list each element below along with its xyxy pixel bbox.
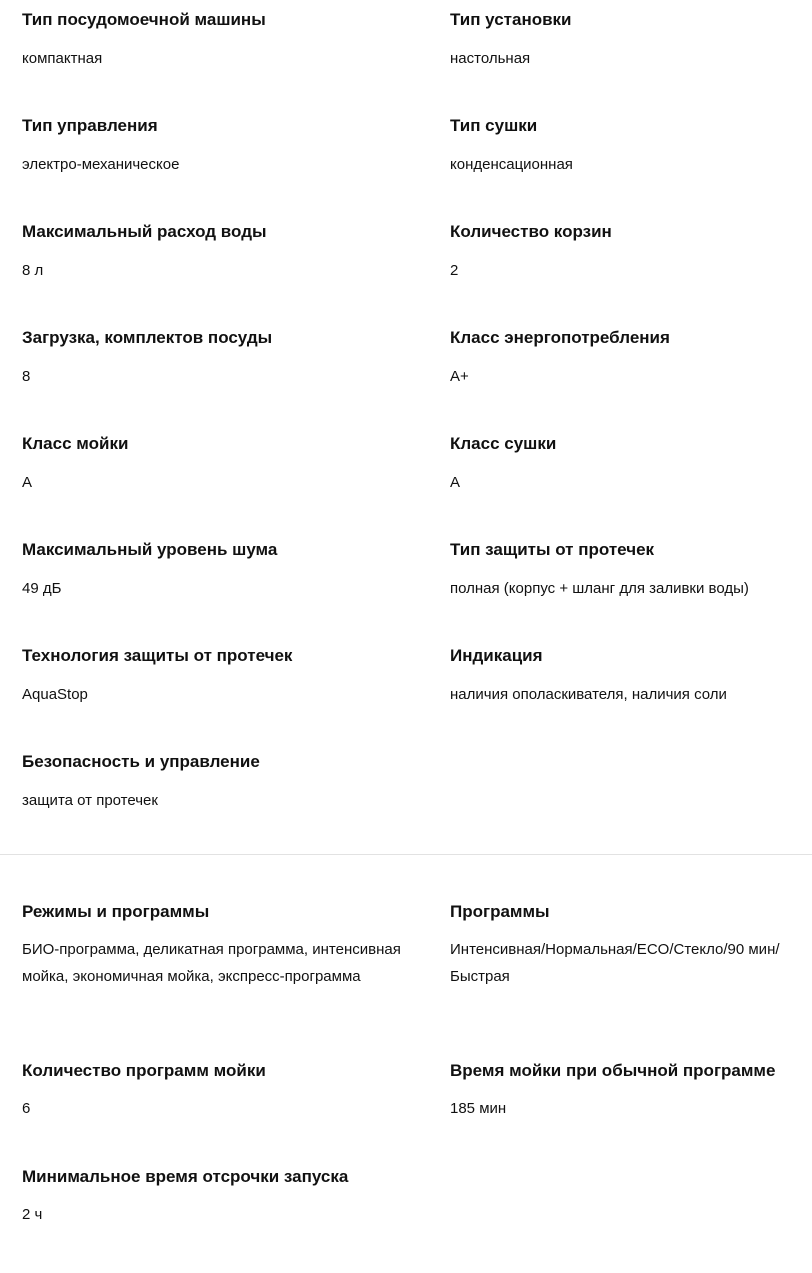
spec-value: 8 bbox=[22, 368, 31, 385]
spec-item bbox=[22, 540, 450, 646]
spec-value: 6 bbox=[22, 1100, 31, 1117]
spec-item bbox=[22, 434, 450, 540]
spec-value: Интенсивная/Нормальная/ECO/Стекло/90 мин/Быстрая bbox=[450, 941, 780, 985]
spec-value: конденсационная bbox=[450, 156, 573, 173]
spec-label: Безопасность и управление bbox=[22, 752, 260, 771]
spec-label: Класс мойки bbox=[22, 434, 129, 453]
spec-item bbox=[450, 116, 812, 222]
spec-label: Количество программ мойки bbox=[22, 1061, 266, 1080]
spec-label: Программы bbox=[450, 902, 550, 921]
spec-item bbox=[22, 116, 450, 222]
spec-value: 8 л bbox=[22, 262, 44, 279]
spec-label: Тип управления bbox=[22, 116, 158, 135]
spec-value: AquaStop bbox=[22, 686, 88, 703]
spec-label: Количество корзин bbox=[450, 222, 612, 241]
spec-item bbox=[450, 434, 812, 540]
specs-programs-section bbox=[0, 902, 812, 1273]
spec-value: 2 bbox=[450, 262, 459, 279]
spec-value: 2 ч bbox=[22, 1206, 43, 1223]
spec-value: настольная bbox=[450, 50, 531, 67]
spec-item bbox=[22, 10, 450, 116]
section-divider bbox=[0, 854, 812, 855]
spec-value: 49 дБ bbox=[22, 580, 62, 597]
spec-value: электро-механическое bbox=[22, 156, 180, 173]
spec-label: Режимы и программы bbox=[22, 902, 210, 921]
spec-value: БИО-программа, деликатная программа, интенсивная мойка, экономичная мойка, экспресс-программа bbox=[22, 941, 401, 985]
spec-item bbox=[22, 646, 450, 752]
spec-label: Тип сушки bbox=[450, 116, 538, 135]
spec-value: 185 мин bbox=[450, 1100, 507, 1117]
spec-label: Время мойки при обычной программе bbox=[450, 1061, 776, 1080]
spec-item bbox=[22, 222, 450, 328]
spec-item bbox=[22, 1061, 450, 1167]
spec-label: Класс сушки bbox=[450, 434, 557, 453]
spec-item bbox=[450, 646, 812, 752]
spec-label: Тип посудомоечной машины bbox=[22, 10, 266, 29]
spec-label: Максимальный уровень шума bbox=[22, 540, 278, 559]
spec-value: защита от протечек bbox=[22, 792, 158, 809]
spec-label: Класс энергопотребления bbox=[450, 328, 670, 347]
spec-item bbox=[450, 902, 812, 1061]
spec-value: наличия ополаскивателя, наличия соли bbox=[450, 686, 727, 703]
spec-item bbox=[22, 902, 450, 1061]
spec-item bbox=[450, 1061, 812, 1167]
spec-item bbox=[450, 328, 812, 434]
spec-value: компактная bbox=[22, 50, 103, 67]
spec-item bbox=[22, 1167, 450, 1273]
spec-item bbox=[22, 752, 450, 858]
spec-label: Загрузка, комплектов посуды bbox=[22, 328, 273, 347]
spec-item bbox=[22, 328, 450, 434]
spec-value: A+ bbox=[450, 368, 469, 385]
spec-label: Технология защиты от протечек bbox=[22, 646, 293, 665]
specs-main-grid bbox=[0, 10, 812, 858]
spec-label: Максимальный расход воды bbox=[22, 222, 267, 241]
spec-label: Индикация bbox=[450, 646, 543, 665]
spec-value: полная (корпус + шланг для заливки воды) bbox=[450, 580, 749, 597]
spec-label: Тип защиты от протечек bbox=[450, 540, 655, 559]
spec-label: Тип установки bbox=[450, 10, 572, 29]
spec-item bbox=[450, 222, 812, 328]
spec-label: Минимальное время отсрочки запуска bbox=[22, 1167, 349, 1186]
spec-value: A bbox=[22, 474, 33, 491]
specs-programs-grid bbox=[0, 902, 812, 1273]
spec-item bbox=[450, 10, 812, 116]
spec-item bbox=[450, 540, 812, 646]
spec-value: A bbox=[450, 474, 461, 491]
